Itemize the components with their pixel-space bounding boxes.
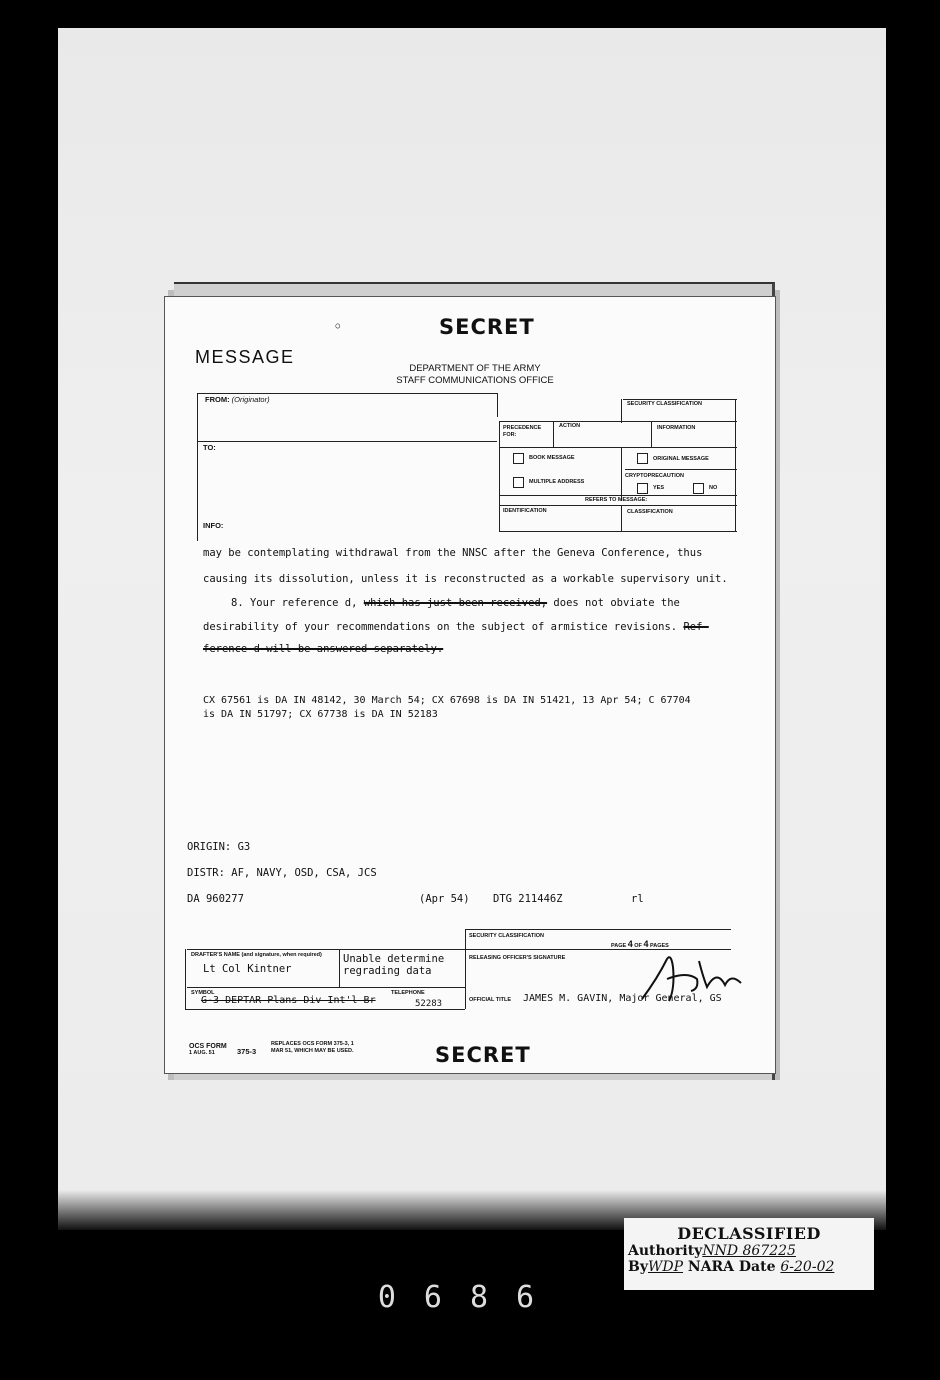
telephone-number: 52283 <box>415 999 443 1009</box>
reference-line-1: CX 67561 is DA IN 48142, 30 March 54; CX 67698 is DA IN 51421, 13 Apr 54; C 67704 <box>203 695 691 706</box>
cryptoprecaution-label: CRYPTOPRECAUTION <box>625 473 684 479</box>
ocs-form-text: OCS FORM <box>189 1043 227 1050</box>
department-name: DEPARTMENT OF THE ARMY <box>409 363 541 374</box>
body-line-2: causing its dissolution, unless it is reconstructed as a workable supervisory unit. <box>203 573 728 585</box>
origin-line: ORIGIN: G3 <box>187 841 251 853</box>
line-4-text: desirability of your recommendations on the subject of armistice revisions. <box>203 621 678 633</box>
page-label: PAGE <box>611 943 627 949</box>
footer-left-rule <box>185 949 186 1009</box>
classification-label: CLASSIFICATION <box>627 509 673 515</box>
book-message-checkbox[interactable] <box>513 453 524 464</box>
signature <box>637 949 747 1009</box>
replaces-note: REPLACES OCS FORM 375-3, 1 MAR 51, WHICH MAY BE USED. <box>271 1041 354 1054</box>
office-name: STAFF COMMUNICATIONS OFFICE <box>396 375 554 386</box>
circle-mark-icon: ◦ <box>333 317 343 336</box>
body-line-4 <box>203 621 709 633</box>
crypto-no-label: NO <box>709 485 718 491</box>
crypto-yes-label: YES <box>653 485 665 491</box>
struck-text-3: ference d will be answered separately. <box>203 643 444 655</box>
precedence-for-label: PRECEDENCE FOR: <box>503 425 542 438</box>
from-label <box>205 395 270 404</box>
frame-number: 0686 <box>377 1280 563 1315</box>
distribution-line: DISTR: AF, NAVY, OSD, CSA, JCS <box>187 867 377 879</box>
reference-line-2: is DA IN 51797; CX 67738 is DA IN 52183 <box>203 709 438 720</box>
regrading-line-2: regrading data <box>343 965 432 977</box>
security-classification-label: SECURITY CLASSIFICATION <box>627 401 702 407</box>
crypto-top-rule <box>625 469 737 470</box>
nara-date-label: NARA Date <box>687 1259 776 1275</box>
from-top-rule <box>197 393 497 394</box>
regrading-line-1: Unable determine <box>343 953 445 965</box>
paragraph-8-end: does not obviate the <box>553 597 680 609</box>
nara-date-value: 6-20-02 <box>780 1259 835 1275</box>
drafter-label: DRAFTER'S NAME (and signature, when required) <box>191 952 322 958</box>
body-line-1: may be contemplating withdrawal from the NNSC after the Geneva Conference, thus <box>203 547 703 559</box>
pages-total: 4 <box>643 939 649 949</box>
department-heading <box>385 363 565 387</box>
message-label: MESSAGE <box>195 347 295 367</box>
info-label: INFO: <box>203 521 224 530</box>
message-date: (Apr 54) <box>419 893 470 905</box>
symbol-label: SYMBOL <box>191 990 215 996</box>
from-right-rule <box>497 393 498 417</box>
pages-label: PAGES <box>649 943 669 949</box>
by-label: By <box>628 1259 648 1275</box>
box-right-rule <box>735 399 736 531</box>
paragraph-8-start: 8. Your reference d, <box>231 597 358 609</box>
crypto-yes-checkbox[interactable] <box>637 483 648 494</box>
action-divider <box>651 421 652 447</box>
typist-initials: rl <box>631 893 644 905</box>
refers-top-rule <box>499 495 737 496</box>
form-left-rule <box>197 393 198 541</box>
regrading-divider <box>339 949 340 987</box>
footer-bottom-rule <box>185 1009 465 1010</box>
ocs-form-date: 1 AUG. 51 <box>189 1050 215 1056</box>
identification-label: IDENTIFICATION <box>503 508 547 514</box>
to-rule <box>197 441 497 442</box>
secret-classification-bottom: SECRET <box>435 1043 531 1067</box>
id-divider <box>621 505 622 531</box>
of-label: OF <box>634 943 642 949</box>
security-left-rule <box>621 399 622 423</box>
multiple-address-checkbox[interactable] <box>513 477 524 488</box>
original-message-label: ORIGINAL MESSAGE <box>653 456 709 462</box>
body-paragraph-8 <box>231 597 680 609</box>
from-sub-label: (Originator) <box>231 395 270 404</box>
action-label: ACTION <box>559 423 581 429</box>
drafter-name: Lt Col Kintner <box>203 963 292 975</box>
precedence-top-rule <box>499 421 737 422</box>
releasing-officer-label: RELEASING OFFICER'S SIGNATURE <box>469 955 566 961</box>
crypto-no-checkbox[interactable] <box>693 483 704 494</box>
by-value: WDP <box>647 1259 684 1275</box>
declassified-stamp <box>624 1218 874 1290</box>
page-number: 4 <box>627 939 633 949</box>
book-message-label: BOOK MESSAGE <box>529 455 575 461</box>
telephone-label: TELEPHONE <box>391 990 425 996</box>
mid-divider <box>621 447 622 501</box>
da-number: DA 960277 <box>187 893 244 905</box>
struck-text-2: Ref- <box>683 621 709 633</box>
by-row <box>624 1259 874 1275</box>
official-title: JAMES M. GAVIN, Major General, GS <box>523 993 722 1004</box>
authority-value: NND 867225 <box>702 1243 796 1259</box>
from-label-text: FROM: <box>205 395 230 404</box>
precedence-divider <box>553 421 554 447</box>
refers-bottom-rule <box>499 505 737 506</box>
footer-top-rule <box>465 929 731 930</box>
box-bottom-rule <box>499 531 737 532</box>
security-top-rule <box>623 399 737 400</box>
form-number: 375-3 <box>237 1047 257 1056</box>
refers-to-message-label: REFERS TO MESSAGE: <box>585 497 648 503</box>
precedence-bottom-rule <box>499 447 737 448</box>
page-count <box>611 939 669 949</box>
box-left-rule <box>499 421 500 531</box>
symbol-value: G-3 DEPTAR Plans Div Int'l Br <box>201 995 376 1006</box>
symbol-top-rule <box>187 987 465 988</box>
footer-security-label: SECURITY CLASSIFICATION <box>469 933 544 939</box>
to-label: TO: <box>203 443 216 452</box>
declassified-title: DECLASSIFIED <box>677 1224 821 1243</box>
ocs-form-label <box>189 1043 227 1057</box>
information-label: INFORMATION <box>657 425 696 431</box>
official-title-label: OFFICIAL TITLE <box>469 997 512 1003</box>
dtg: DTG 211446Z <box>493 893 563 905</box>
multiple-address-label: MULTIPLE ADDRESS <box>529 479 585 485</box>
message-form-sheet <box>164 296 776 1074</box>
authority-row <box>624 1243 874 1259</box>
authority-label: Authority <box>628 1243 703 1259</box>
footer-mid-rule <box>465 929 466 1009</box>
original-message-checkbox[interactable] <box>637 453 648 464</box>
struck-text-1: which has just been received, <box>363 597 548 609</box>
secret-classification-top: SECRET <box>439 315 535 339</box>
